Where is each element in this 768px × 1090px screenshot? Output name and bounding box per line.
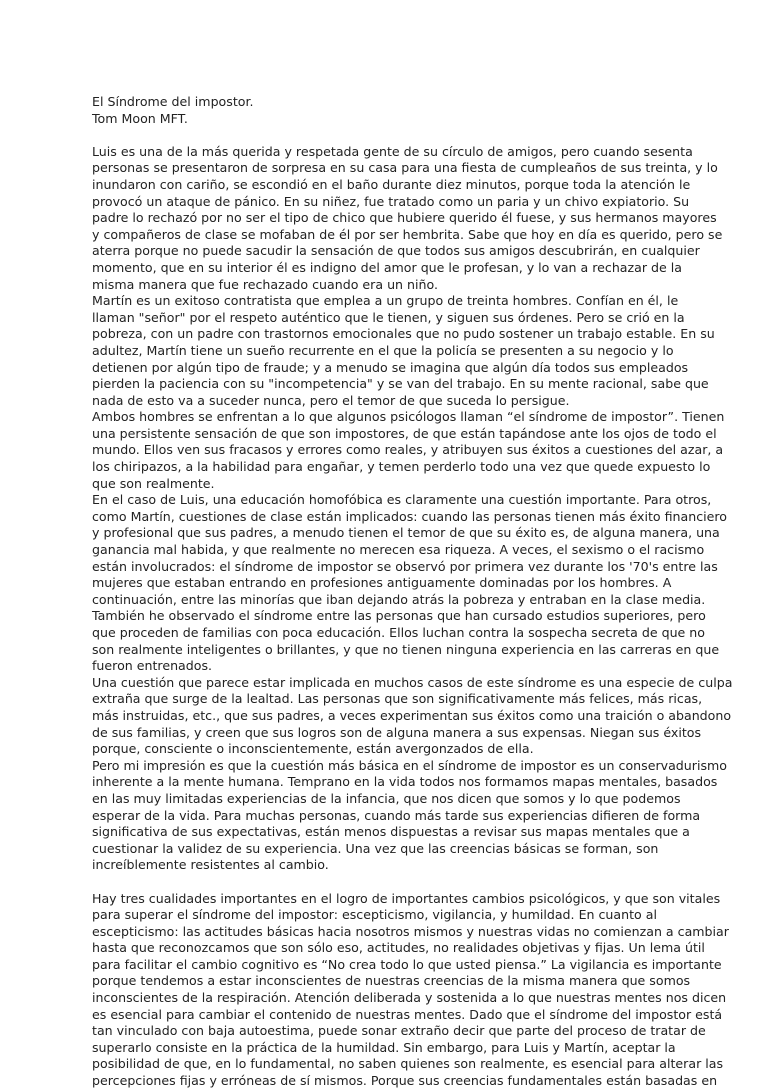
text-line: llaman "señor" por el respeto auténtico que le tienen, y siguen sus órdenes. Pero se crió en la (92, 309, 685, 325)
text-line: y compañeros de clase se mofaban de él por ser hembrita. Sabe que hoy en día es querido, pero se (92, 226, 723, 242)
text-line: escepticismo: las actitudes básicas hacia nosotros mismos y nuestras vidas no comienzan a cambiar (92, 923, 729, 939)
text-line: personas se presentaron de sorpresa en su casa para una fiesta de cumpleaños de sus treinta, y lo (92, 160, 718, 176)
text-line: son realmente inteligentes o brillantes, y que no tienen ninguna experiencia en las carreras en que (92, 641, 720, 657)
text-line: más instruidas, etc., que sus padres, a veces experimentan sus éxitos como una traición o abandono (92, 707, 732, 723)
text-line: porque tendemos a estar inconscientes de nuestras creencias de la misma manera que somos (92, 973, 691, 989)
text-line: posibilidad de que, en lo fundamental, no saben quienes son realmente, es esencial para alterar las (92, 1056, 724, 1072)
text-line: para facilitar el cambio cognitivo es “No crea todo lo que usted piensa.” La vigilancia es importante (92, 956, 722, 972)
text-line: También he observado el síndrome entre las personas que han cursado estudios superiores, pero (92, 608, 706, 624)
text-line: Una cuestión que parece estar implicada en muchos casos de este síndrome es una especie de culpa (92, 674, 733, 690)
text-line: superarlo consiste en la práctica de la humildad. Sin embargo, para Luis y Martín, aceptar la (92, 1039, 676, 1055)
text-line: aterra porque no puede sacudir la sensación de que todos sus amigos descubrirán, en cualquier (92, 243, 700, 259)
text-line: inconscientes de la respiración. Atención deliberada y sostenida a lo que nuestras mentes nos dicen (92, 990, 727, 1006)
text-line: mujeres que estaban entrando en profesiones antiguamente dominadas por los hombres. A (92, 575, 672, 591)
paragraph (92, 143, 723, 293)
text-line: extraña que surge de la lealtad. Las personas que son significativamente más felices, más ricas, (92, 691, 703, 707)
blank-line (92, 874, 672, 891)
text-line: momento, que en su interior él es indigno del amor que le profesan, y lo van a rechazar de la (92, 259, 682, 275)
text-line: hasta que reconozcamos que son sólo eso, actitudes, no realidades objetivas y fijas. Un lema útil (92, 940, 705, 956)
text-line: increíblemente resistentes al cambio. (92, 857, 329, 873)
text-line: Martín es un exitoso contratista que emplea a un grupo de treinta hombres. Confían en él, le (92, 293, 679, 309)
paragraph (92, 293, 715, 409)
text-line: inherente a la mente humana. Temprano en la vida todos nos formamos mapas mentales, basados (92, 774, 718, 790)
text-line: una persistente sensación de que son impostores, de que están tapándose ante los ojos de todo el (92, 425, 717, 441)
text-line: Hay tres cualidades importantes en el logro de importantes cambios psicológicos, y que son vitales (92, 890, 721, 906)
document-body (92, 143, 733, 1090)
text-line: Ambos hombres se enfrentan a lo que algunos psicólogos llaman “el síndrome de impostor”. Tienen (92, 409, 725, 425)
text-line: padre lo rechazó por no ser el tipo de chico que hubiere querido él fuese, y sus hermanos mayores (92, 210, 717, 226)
text-line: los chiripazos, a la habilidad para engañar, y temen perderlo todo una vez que quede expuesto lo (92, 459, 711, 475)
text-line: significativa de sus expectativas, están menos dispuestas a revisar sus mapas mentales que a (92, 824, 690, 840)
text-line: tan vinculado con baja autoestima, puede sonar extraño decir que parte del proceso de tratar de (92, 1023, 706, 1039)
paragraph (92, 674, 733, 758)
text-line: porque, consciente o inconscientemente, están avergonzados de ella. (92, 741, 534, 757)
text-line: detienen por algún tipo de fraude; y a menudo se imagina que algún día todos sus empleados (92, 359, 689, 375)
text-line: pierden la paciencia con su "incompetencia" y se van del trabajo. En su mente racional, sabe que (92, 376, 709, 392)
text-line: fueron entrenados. (92, 658, 213, 674)
text-line: Pero mi impresión es que la cuestión más básica en el síndrome de impostor es un conservadurismo (92, 757, 727, 773)
text-line: inundaron con cariño, se escondió en el baño durante diez minutos, porque toda la atención le (92, 176, 691, 192)
paragraph (92, 409, 725, 492)
paragraph (92, 757, 727, 874)
paragraph (92, 890, 729, 1090)
text-line: ganancia mal habida, y que realmente no merecen esa riqueza. A veces, el sexismo o el racismo (92, 542, 705, 558)
blank-line (92, 127, 672, 144)
text-line: para superar el síndrome del impostor: escepticismo, vigilancia, y humildad. En cuanto al (92, 907, 657, 923)
text-line: en las muy limitadas experiencias de la infancia, que nos dicen que somos y lo que podemos (92, 790, 681, 806)
text-line: están involucrados: el síndrome de impostor se observó por primera vez durante los '70's entre las (92, 558, 718, 574)
text-line: Luis es una de la más querida y respetada gente de su círculo de amigos, pero cuando sesenta (92, 143, 693, 159)
text-line: percepciones fijas y erróneas de sí mismos. Porque sus creencias fundamentales están basadas en (92, 1073, 718, 1089)
text-line: como Martín, cuestiones de clase están implicados: cuando las personas tienen más éxito financiero (92, 508, 728, 524)
text-line: adultez, Martín tiene un sueño recurrente en el que la policía se presenten a su negocio y lo (92, 342, 674, 358)
text-line: cuestionar la validez de su experiencia. Una vez que las creencias básicas se forman, son (92, 840, 659, 856)
text-line: nada de esto va a suceder nunca, pero el temor de que suceda lo persigue. (92, 392, 570, 408)
text-line: y profesional que sus padres, a menudo tienen el temor de que su éxito es, de alguna manera, una (92, 525, 720, 541)
text-line: de sus familias, y creen que sus logros son de alguna manera a sus expensas. Niegan sus éxitos (92, 724, 702, 740)
text-line: En el caso de Luis, una educación homofóbica es claramente una cuestión importante. Para otros, (92, 492, 712, 508)
text-line: que son realmente. (92, 475, 215, 491)
text-line: mundo. Ellos ven sus fracasos y errores como reales, y atribuyen sus éxitos a cuestiones del azar, a (92, 442, 724, 458)
document-page (92, 94, 733, 1090)
document-title: El Síndrome del impostor. (92, 94, 254, 109)
text-line: que proceden de familias con poca educación. Ellos luchan contra la sospecha secreta de que no (92, 625, 705, 640)
document-author: Tom Moon MFT. (92, 110, 188, 126)
text-line: es esencial para cambiar el contenido de nuestras mentes. Dado que el síndrome del impostor está (92, 1006, 723, 1022)
text-line: esperar de la vida. Para muchas personas, cuando más tarde sus experiencias difieren de forma (92, 807, 701, 823)
text-line: continuación, entre las minorías que iban dejando atrás la pobreza y entraban en la clase media. (92, 591, 706, 607)
text-line: misma manera que fue rechazado cuando era un niño. (92, 276, 438, 292)
paragraph (92, 492, 728, 675)
text-line: provocó un ataque de pánico. En su niñez, fue tratado como un paria y un chivo expiatorio. Su (92, 193, 690, 209)
text-line: pobreza, con un padre con trastornos emocionales que no pudo sostener un trabajo estable. En su (92, 326, 715, 342)
